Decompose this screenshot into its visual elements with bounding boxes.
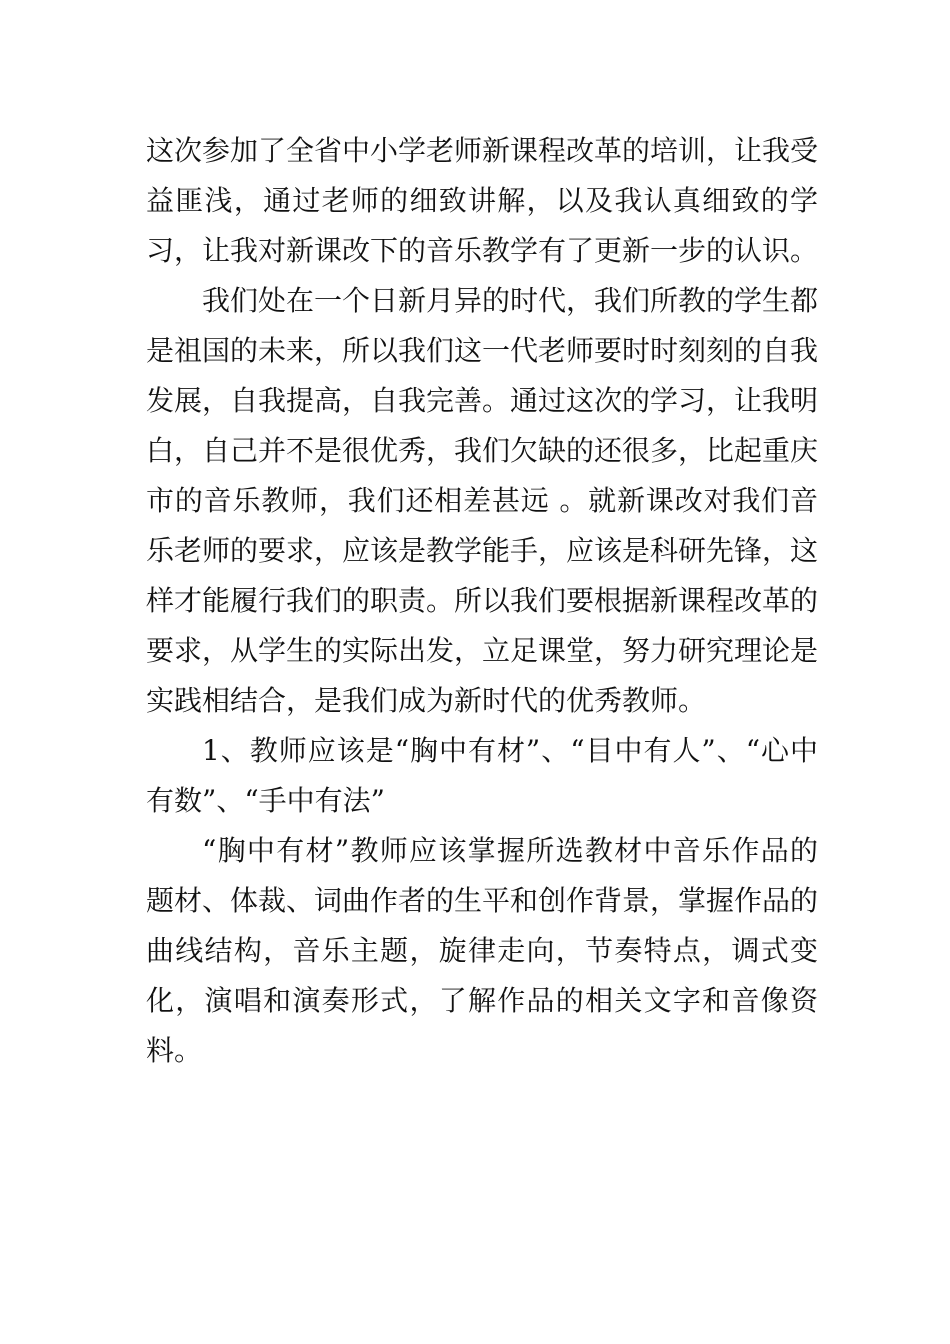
section-heading-1: 1、教师应该是“胸中有材”、“目中有人”、“心中有数”、“手中有法” — [146, 734, 818, 817]
document-body — [146, 126, 818, 1076]
paragraph-era: 我们处在一个日新月异的时代，我们所教的学生都是祖国的未来，所以我们这一代老师要时时刻刻的自我发展，自我提高，自我完善。通过这次的学习，让我明白，自己并不是很优秀，我们欠缺的还很多，比起重庆市的音乐教师，我们还相差甚远 。就新课改对我们音乐老师的要求，应该是教学能手，应该是科研先锋，这样才能履行我们的职责。所以我们要根据新课程改革的要求，从学生的实际出发，立足课堂，努力研究理论是实践相结合，是我们成为新时代的优秀教师。 — [146, 284, 819, 717]
paragraph-intro: 这次参加了全省中小学老师新课程改革的培训，让我受益匪浅，通过老师的细致讲解，以及我认真细致的学习，让我对新课改下的音乐教学有了更新一步的认识。 — [146, 134, 819, 267]
paragraph-materials: “胸中有材”教师应该掌握所选教材中音乐作品的题材、体裁、词曲作者的生平和创作背景，掌握作品的曲线结构，音乐主题，旋律走向，节奏特点，调式变化，演唱和演奏形式，了解作品的相关文字和音像资料。 — [146, 834, 819, 1067]
